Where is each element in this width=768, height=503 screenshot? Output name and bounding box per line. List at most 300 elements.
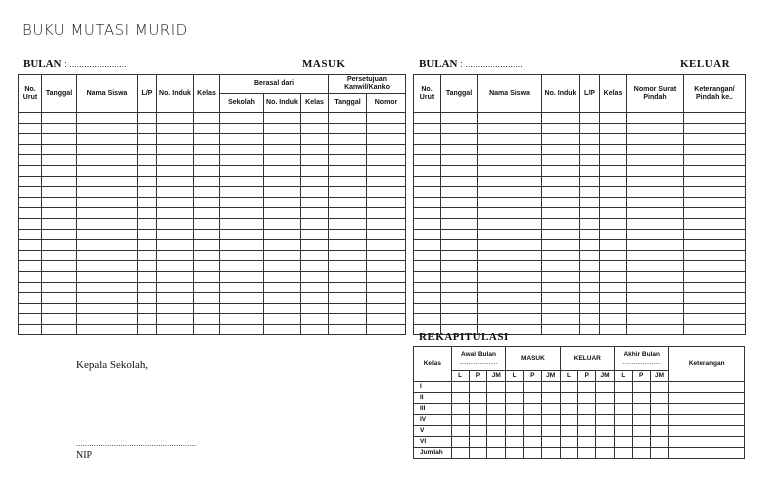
- masuk-table-cell: [264, 293, 301, 304]
- keluar-table: [413, 74, 746, 335]
- rekap-cell: [541, 382, 560, 393]
- keluar-table-cell: [580, 240, 600, 251]
- masuk-table-cell: [42, 144, 77, 155]
- masuk-table-cell: [220, 123, 264, 134]
- rekap-cell: [615, 426, 633, 437]
- masuk-table-cell: [367, 282, 406, 293]
- rekap-cell: [541, 437, 560, 448]
- masuk-table-cell: [19, 303, 42, 314]
- masuk-table-cell: [301, 282, 329, 293]
- rekap-cell: [632, 393, 650, 404]
- rekap-cell: [506, 382, 524, 393]
- rekap-cell: [523, 404, 541, 415]
- rekap-cell: [506, 448, 524, 459]
- keluar-table-cell: [684, 197, 746, 208]
- rekap-cell: [451, 426, 469, 437]
- masuk-table-cell: [220, 155, 264, 166]
- rekap-group-keluar: KELUAR: [560, 347, 614, 371]
- keluar-table-cell: [414, 165, 441, 176]
- masuk-table-row: [19, 155, 406, 166]
- keluar-table-cell: [441, 123, 478, 134]
- keluar-bulan-label: BULAN: [419, 58, 458, 70]
- masuk-table-cell: [264, 282, 301, 293]
- masuk-table-cell: [220, 176, 264, 187]
- rekap-row: [414, 426, 745, 437]
- masuk-table-cell: [329, 282, 367, 293]
- masuk-table-cell: [157, 250, 194, 261]
- masuk-table-cell: [157, 176, 194, 187]
- masuk-table-cell: [138, 187, 157, 198]
- masuk-table-cell: [157, 134, 194, 145]
- masuk-table-cell: [157, 303, 194, 314]
- keluar-table-cell: [684, 155, 746, 166]
- keluar-table-cell: [542, 134, 580, 145]
- keluar-table-cell: [627, 144, 684, 155]
- keluar-table-cell: [441, 293, 478, 304]
- masuk-table-cell: [329, 197, 367, 208]
- keluar-col-lp: L/P: [580, 75, 600, 113]
- rekap-sub-l: L: [506, 371, 524, 382]
- masuk-table-cell: [19, 271, 42, 282]
- rekap-cell: [615, 437, 633, 448]
- masuk-table-cell: [138, 144, 157, 155]
- masuk-table-cell: [19, 218, 42, 229]
- masuk-sub-sekolah: Sekolah: [220, 94, 264, 113]
- masuk-group-persetujuan: Persetujuan Kanwil/Kanko: [329, 75, 406, 94]
- rekap-cell: [650, 382, 669, 393]
- masuk-table-cell: [157, 261, 194, 272]
- masuk-table-cell: [367, 134, 406, 145]
- keluar-table-cell: [627, 261, 684, 272]
- keluar-table-cell: [627, 240, 684, 251]
- keluar-table-cell: [414, 155, 441, 166]
- rekap-cell: [669, 415, 745, 426]
- keluar-table-cell: [441, 155, 478, 166]
- masuk-table-cell: [194, 218, 220, 229]
- masuk-table-cell: [77, 176, 138, 187]
- keluar-table-cell: [414, 293, 441, 304]
- masuk-col-kelas: Kelas: [194, 75, 220, 113]
- masuk-table-cell: [77, 303, 138, 314]
- keluar-table-cell: [478, 187, 542, 198]
- masuk-table-cell: [301, 250, 329, 261]
- keluar-table-cell: [478, 123, 542, 134]
- rekap-cell: [650, 426, 669, 437]
- rekap-cell: [469, 393, 487, 404]
- masuk-table-row: [19, 187, 406, 198]
- rekap-cell: [578, 415, 596, 426]
- keluar-table-cell: [600, 229, 627, 240]
- masuk-table-cell: [194, 176, 220, 187]
- rekap-cell: [578, 382, 596, 393]
- keluar-table-cell: [441, 176, 478, 187]
- masuk-table-cell: [157, 208, 194, 219]
- keluar-table-cell: [478, 314, 542, 325]
- keluar-col-nama-siswa: Nama Siswa: [478, 75, 542, 113]
- masuk-table-cell: [367, 113, 406, 124]
- keluar-table-cell: [414, 134, 441, 145]
- keluar-table-cell: [542, 303, 580, 314]
- masuk-table-cell: [77, 113, 138, 124]
- keluar-table-cell: [600, 261, 627, 272]
- document-title: BUKU MUTASI MURID: [22, 21, 188, 39]
- rekap-cell: [506, 426, 524, 437]
- masuk-table-cell: [77, 271, 138, 282]
- rekap-cell: [560, 448, 578, 459]
- rekap-cell: [650, 415, 669, 426]
- masuk-table-cell: [42, 250, 77, 261]
- masuk-table-cell: [138, 250, 157, 261]
- masuk-table-cell: [77, 155, 138, 166]
- masuk-table-cell: [220, 293, 264, 304]
- masuk-table-cell: [329, 229, 367, 240]
- rekap-cell: [469, 426, 487, 437]
- keluar-table-row: [414, 271, 746, 282]
- rekap-heading: REKAPITULASI: [419, 331, 509, 343]
- masuk-table-cell: [301, 144, 329, 155]
- masuk-table-cell: [19, 155, 42, 166]
- masuk-table-cell: [194, 271, 220, 282]
- keluar-table-cell: [684, 250, 746, 261]
- keluar-table-row: [414, 293, 746, 304]
- masuk-table-cell: [264, 187, 301, 198]
- masuk-table-cell: [367, 155, 406, 166]
- rekap-cell: [506, 415, 524, 426]
- masuk-table-cell: [301, 155, 329, 166]
- keluar-table-cell: [478, 240, 542, 251]
- masuk-table-cell: [301, 187, 329, 198]
- masuk-table-cell: [301, 123, 329, 134]
- masuk-table-cell: [329, 303, 367, 314]
- masuk-table-cell: [138, 208, 157, 219]
- keluar-table-cell: [441, 282, 478, 293]
- rekap-cell: [487, 448, 506, 459]
- keluar-table-cell: [580, 134, 600, 145]
- masuk-table-cell: [138, 314, 157, 325]
- rekap-group-masuk: MASUK: [506, 347, 560, 371]
- keluar-table-cell: [580, 123, 600, 134]
- masuk-table-cell: [138, 123, 157, 134]
- rekap-cell: [596, 393, 615, 404]
- rekap-cell: [487, 415, 506, 426]
- masuk-table-cell: [42, 123, 77, 134]
- keluar-table-row: [414, 240, 746, 251]
- rekap-row-label: IV: [414, 415, 452, 426]
- keluar-table-cell: [542, 187, 580, 198]
- masuk-table-cell: [329, 240, 367, 251]
- rekap-row: [414, 382, 745, 393]
- rekap-cell: [469, 382, 487, 393]
- keluar-table-cell: [441, 261, 478, 272]
- masuk-sub-nomor: Nomor: [367, 94, 406, 113]
- masuk-table-cell: [220, 134, 264, 145]
- keluar-table-cell: [684, 208, 746, 219]
- keluar-table-cell: [684, 123, 746, 134]
- masuk-table-cell: [138, 197, 157, 208]
- masuk-table-cell: [264, 324, 301, 335]
- masuk-table-cell: [194, 240, 220, 251]
- rekap-cell: [523, 426, 541, 437]
- masuk-table-cell: [264, 155, 301, 166]
- keluar-table-cell: [600, 250, 627, 261]
- masuk-table-cell: [157, 271, 194, 282]
- rekap-cell: [669, 382, 745, 393]
- masuk-table-cell: [301, 113, 329, 124]
- masuk-table-cell: [367, 165, 406, 176]
- keluar-table-cell: [684, 282, 746, 293]
- rekap-cell: [578, 404, 596, 415]
- masuk-table-cell: [301, 197, 329, 208]
- masuk-table-cell: [367, 324, 406, 335]
- masuk-table-cell: [194, 134, 220, 145]
- masuk-table-cell: [157, 240, 194, 251]
- keluar-table-cell: [684, 240, 746, 251]
- masuk-table-cell: [264, 176, 301, 187]
- rekap-cell: [469, 404, 487, 415]
- keluar-table-cell: [441, 250, 478, 261]
- masuk-table-cell: [42, 155, 77, 166]
- masuk-table-cell: [77, 229, 138, 240]
- keluar-table-cell: [600, 113, 627, 124]
- keluar-table-cell: [684, 293, 746, 304]
- masuk-table-cell: [220, 282, 264, 293]
- rekap-cell: [615, 393, 633, 404]
- masuk-table-cell: [301, 314, 329, 325]
- masuk-group-berasal-dari: Berasal dari: [220, 75, 329, 94]
- masuk-table-row: [19, 229, 406, 240]
- keluar-table-cell: [414, 113, 441, 124]
- rekap-cell: [632, 415, 650, 426]
- masuk-table-cell: [301, 293, 329, 304]
- keluar-table-cell: [478, 250, 542, 261]
- masuk-table-cell: [19, 229, 42, 240]
- masuk-table-cell: [194, 293, 220, 304]
- keluar-bulan-dots: : .......................: [460, 59, 523, 69]
- keluar-table-cell: [580, 197, 600, 208]
- masuk-table-cell: [77, 218, 138, 229]
- masuk-table-cell: [264, 123, 301, 134]
- masuk-table-cell: [329, 250, 367, 261]
- keluar-table-cell: [684, 324, 746, 335]
- keluar-table-cell: [542, 324, 580, 335]
- keluar-table-cell: [580, 293, 600, 304]
- masuk-table-cell: [264, 271, 301, 282]
- masuk-col-lp: L/P: [138, 75, 157, 113]
- masuk-sub-no-induk: No. Induk: [264, 94, 301, 113]
- masuk-table-cell: [42, 187, 77, 198]
- masuk-table-cell: [220, 113, 264, 124]
- masuk-table-cell: [367, 271, 406, 282]
- masuk-table-cell: [42, 293, 77, 304]
- masuk-table-cell: [264, 314, 301, 325]
- masuk-table-cell: [301, 261, 329, 272]
- keluar-table-row: [414, 155, 746, 166]
- masuk-table-cell: [157, 155, 194, 166]
- rekap-cell: [615, 415, 633, 426]
- rekap-cell: [523, 415, 541, 426]
- rekap-cell: [541, 393, 560, 404]
- keluar-table-cell: [684, 229, 746, 240]
- masuk-table-cell: [19, 240, 42, 251]
- keluar-table-cell: [684, 165, 746, 176]
- masuk-table-cell: [194, 187, 220, 198]
- keluar-table-cell: [580, 113, 600, 124]
- rekap-sub-p: P: [523, 371, 541, 382]
- masuk-table-cell: [77, 293, 138, 304]
- keluar-table-cell: [414, 240, 441, 251]
- rekap-cell: [541, 415, 560, 426]
- masuk-table-cell: [220, 208, 264, 219]
- rekap-sub-jm: JM: [650, 371, 669, 382]
- masuk-table-cell: [157, 144, 194, 155]
- keluar-table-cell: [542, 240, 580, 251]
- rekap-cell: [632, 382, 650, 393]
- masuk-table-cell: [19, 314, 42, 325]
- masuk-table-cell: [157, 197, 194, 208]
- keluar-table-cell: [414, 271, 441, 282]
- rekap-cell: [541, 448, 560, 459]
- rekap-sub-p: P: [469, 371, 487, 382]
- masuk-table-cell: [157, 324, 194, 335]
- rekap-cell: [451, 437, 469, 448]
- masuk-table-cell: [19, 187, 42, 198]
- masuk-table-row: [19, 282, 406, 293]
- keluar-table-cell: [580, 208, 600, 219]
- keluar-table-cell: [542, 261, 580, 272]
- keluar-table-cell: [600, 314, 627, 325]
- masuk-table-cell: [77, 123, 138, 134]
- masuk-table-row: [19, 261, 406, 272]
- keluar-table-cell: [580, 218, 600, 229]
- masuk-table-cell: [42, 314, 77, 325]
- keluar-table-cell: [580, 324, 600, 335]
- keluar-table-cell: [580, 261, 600, 272]
- rekap-cell: [451, 393, 469, 404]
- masuk-table-cell: [329, 113, 367, 124]
- masuk-table-cell: [157, 218, 194, 229]
- keluar-table-cell: [580, 176, 600, 187]
- masuk-table-cell: [157, 165, 194, 176]
- keluar-table-cell: [441, 197, 478, 208]
- keluar-table-cell: [627, 293, 684, 304]
- masuk-table-cell: [42, 324, 77, 335]
- rekap-cell: [560, 426, 578, 437]
- rekap-col-keterangan: Keterangan: [669, 347, 745, 382]
- rekap-cell: [560, 415, 578, 426]
- rekap-row-label: II: [414, 393, 452, 404]
- masuk-table-cell: [138, 324, 157, 335]
- keluar-table-cell: [684, 271, 746, 282]
- keluar-table-cell: [542, 176, 580, 187]
- masuk-table-cell: [77, 314, 138, 325]
- keluar-table-cell: [580, 187, 600, 198]
- masuk-table-cell: [301, 240, 329, 251]
- rekap-sub-jm: JM: [596, 371, 615, 382]
- keluar-table-cell: [600, 208, 627, 219]
- keluar-table-cell: [478, 208, 542, 219]
- keluar-table-cell: [684, 314, 746, 325]
- masuk-table-cell: [329, 324, 367, 335]
- keluar-table-cell: [600, 197, 627, 208]
- keluar-table-cell: [441, 144, 478, 155]
- masuk-table-cell: [77, 134, 138, 145]
- masuk-col-nama-siswa: Nama Siswa: [77, 75, 138, 113]
- masuk-table-cell: [138, 165, 157, 176]
- rekap-group-awal-bulan: Awal Bulan .....................: [451, 347, 505, 371]
- rekap-cell: [578, 448, 596, 459]
- rekap-group-akhir-bulan: Akhir Bulan .....................: [615, 347, 669, 371]
- keluar-table-cell: [542, 218, 580, 229]
- rekap-row-label: Jumlah: [414, 448, 452, 459]
- rekap-cell: [669, 393, 745, 404]
- keluar-table-cell: [627, 123, 684, 134]
- masuk-table-cell: [301, 229, 329, 240]
- masuk-table-cell: [367, 197, 406, 208]
- rekap-row-label: V: [414, 426, 452, 437]
- rekap-cell: [560, 404, 578, 415]
- keluar-table-cell: [627, 324, 684, 335]
- masuk-table-cell: [367, 144, 406, 155]
- rekap-cell: [469, 448, 487, 459]
- masuk-table-cell: [301, 324, 329, 335]
- keluar-table-cell: [627, 187, 684, 198]
- keluar-table-cell: [600, 293, 627, 304]
- rekap-cell: [469, 437, 487, 448]
- masuk-table-cell: [367, 229, 406, 240]
- keluar-table-cell: [542, 155, 580, 166]
- keluar-table-cell: [414, 187, 441, 198]
- keluar-table-cell: [684, 176, 746, 187]
- keluar-table-cell: [580, 271, 600, 282]
- masuk-table-cell: [329, 123, 367, 134]
- keluar-col-no-urut: No. Urut: [414, 75, 441, 113]
- rekap-sub-p: P: [632, 371, 650, 382]
- masuk-table-cell: [77, 250, 138, 261]
- masuk-table-cell: [367, 218, 406, 229]
- keluar-table-cell: [542, 282, 580, 293]
- keluar-table-cell: [627, 218, 684, 229]
- keluar-table-cell: [414, 123, 441, 134]
- keluar-table-cell: [580, 250, 600, 261]
- rekap-cell: [596, 404, 615, 415]
- masuk-table-cell: [220, 240, 264, 251]
- rekap-cell: [669, 426, 745, 437]
- keluar-table-cell: [627, 208, 684, 219]
- masuk-table-cell: [264, 250, 301, 261]
- keluar-table-cell: [580, 144, 600, 155]
- masuk-table-cell: [19, 113, 42, 124]
- masuk-table-row: [19, 208, 406, 219]
- keluar-table-cell: [600, 218, 627, 229]
- rekap-cell: [487, 404, 506, 415]
- keluar-table-cell: [441, 271, 478, 282]
- masuk-table-cell: [138, 261, 157, 272]
- keluar-table-cell: [684, 303, 746, 314]
- rekap-cell: [596, 437, 615, 448]
- keluar-table-cell: [627, 134, 684, 145]
- masuk-table-cell: [42, 240, 77, 251]
- masuk-table-cell: [138, 155, 157, 166]
- keluar-table-cell: [600, 303, 627, 314]
- masuk-table-cell: [42, 229, 77, 240]
- masuk-table-cell: [329, 144, 367, 155]
- keluar-table-cell: [414, 144, 441, 155]
- masuk-table-cell: [220, 303, 264, 314]
- masuk-table-cell: [194, 324, 220, 335]
- keluar-table-cell: [414, 218, 441, 229]
- keluar-table-cell: [542, 113, 580, 124]
- masuk-table-cell: [138, 293, 157, 304]
